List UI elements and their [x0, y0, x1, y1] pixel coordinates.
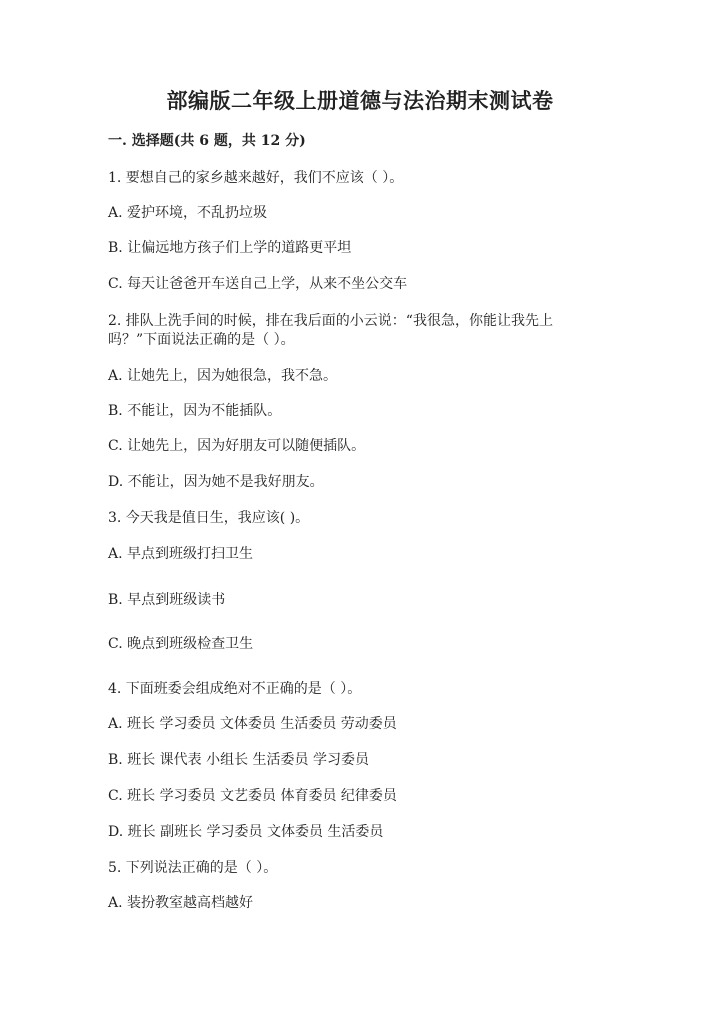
question-2-option-b[interactable]: B. 不能让，因为不能插队。 — [108, 403, 282, 419]
question-4-option-d[interactable]: D. 班长 副班长 学习委员 文体委员 生活委员 — [108, 824, 384, 840]
section-header: 一. 选择题(共 6 题，共 12 分) — [108, 133, 306, 149]
question-5-stem: 5. 下列说法正确的是（ ）。 — [108, 860, 278, 876]
question-3-option-c[interactable]: C. 晚点到班级检查卫生 — [108, 636, 254, 652]
question-1-option-c[interactable]: C. 每天让爸爸开车送自己上学，从来不坐公交车 — [108, 276, 408, 292]
question-4-option-c[interactable]: C. 班长 学习委员 文艺委员 体育委员 纪律委员 — [108, 788, 397, 804]
question-2-option-c[interactable]: C. 让她先上，因为好朋友可以随便插队。 — [108, 438, 366, 454]
question-4-option-b[interactable]: B. 班长 课代表 小组长 生活委员 学习委员 — [108, 752, 369, 768]
question-1-option-a[interactable]: A. 爱护环境，不乱扔垃圾 — [108, 205, 268, 221]
question-3-option-b[interactable]: B. 早点到班级读书 — [108, 592, 226, 608]
question-1-option-b[interactable]: B. 让偏远地方孩子们上学的道路更平坦 — [108, 240, 352, 256]
question-2-option-a[interactable]: A. 让她先上，因为她很急，我不急。 — [108, 368, 338, 384]
question-4-option-a[interactable]: A. 班长 学习委员 文体委员 生活委员 劳动委员 — [108, 716, 397, 732]
question-4-stem: 4. 下面班委会组成绝对不正确的是（ ）。 — [108, 681, 362, 697]
question-3-stem: 3. 今天我是值日生，我应该( )。 — [108, 510, 310, 526]
question-2-option-d[interactable]: D. 不能让，因为她不是我好朋友。 — [108, 474, 324, 490]
question-3-option-a[interactable]: A. 早点到班级打扫卫生 — [108, 546, 254, 562]
question-2-stem-line-2: 吗？”下面说法正确的是（ ）。 — [108, 332, 295, 348]
question-5-option-a[interactable]: A. 装扮教室越高档越好 — [108, 895, 254, 911]
question-2-stem-line-1: 2. 排队上洗手间的时候，排在我后面的小云说：“我很急，你能让我先上 — [108, 313, 553, 329]
page-title: 部编版二年级上册道德与法治期末测试卷 — [166, 88, 554, 113]
question-1-stem: 1. 要想自己的家乡越来越好，我们不应该（ ）。 — [108, 170, 404, 186]
